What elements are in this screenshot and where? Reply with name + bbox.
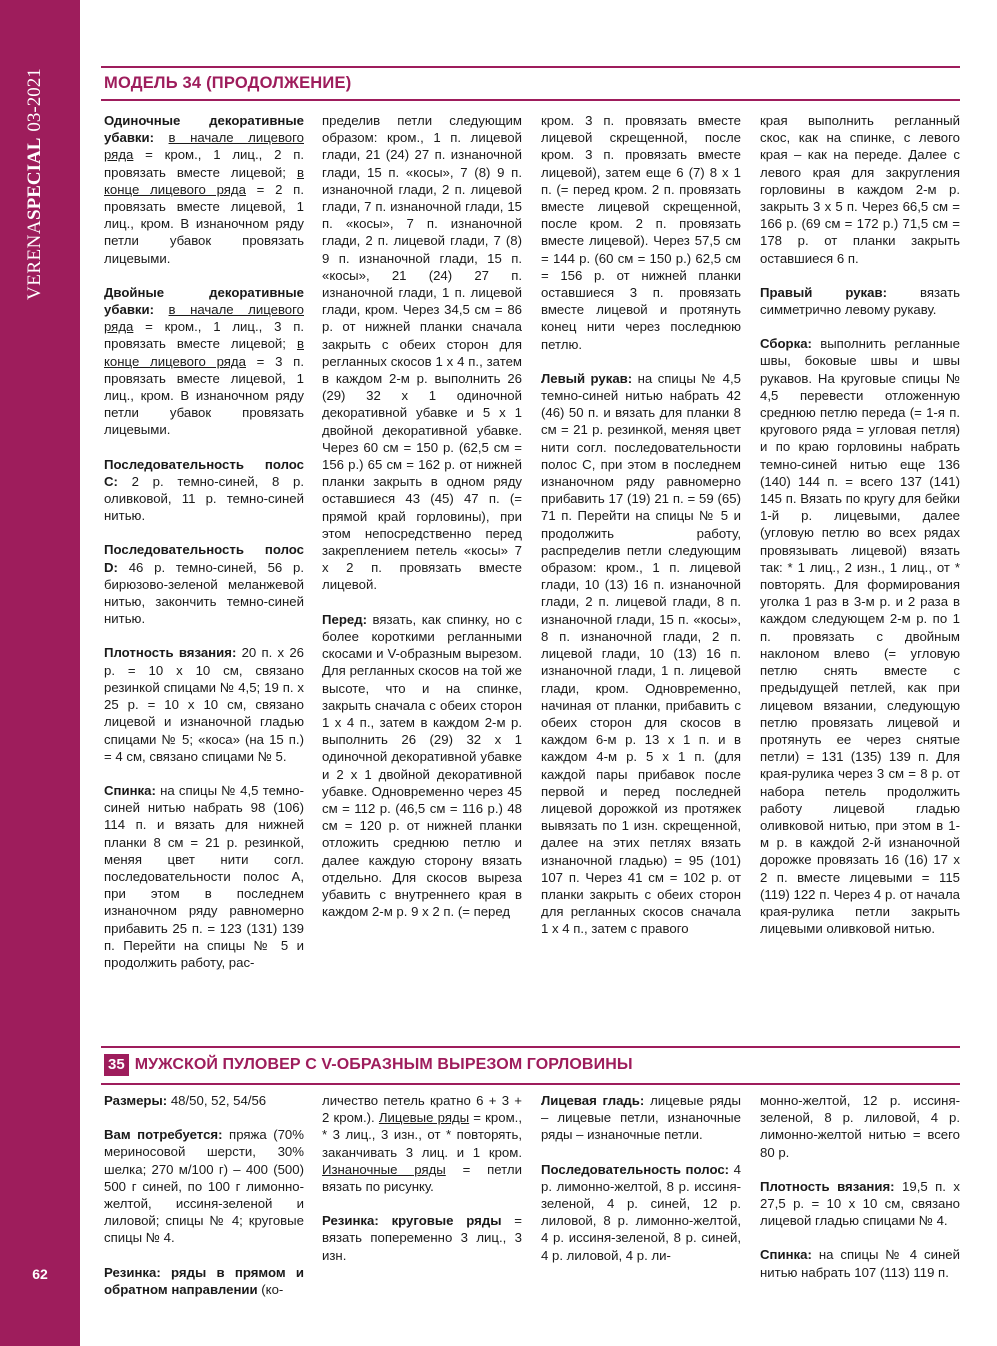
paragraph	[104, 1126, 304, 1246]
body-text: вязать, как спинку, но с более короткими регланными скосами и V-образным вырезом. Для регланных скосов на той же высоте, что и на спинке, закрыть сначала с обеих сторон 1 х 4 п., затем в каждом 2-м р. выполнить 26 (29) 32 х 1 одиночной декоративной убавке и 2 х 1 двойной декоративной убавке. Одновременно через 45 см = 112 р. (46,5 см = 116 р.) 48 см = 120 р. от нижней планки отложить среднюю петлю и далее каждую сторону вязать отдельно. Для скосов выреза убавить с внутреннего края в каждом 2-м р. 9 х 2 п. (= перед	[322, 611, 522, 920]
body-text: = кром., * 3 лиц., 3 изн., от * повторять, заканчивать 3 лиц. и 1 кром.	[322, 1110, 522, 1160]
bold-heading-text: Спинка:	[760, 1247, 812, 1263]
underlined-text: в конце лицевого ряда	[104, 164, 304, 197]
body-text: = кром., 1 лиц., 2 п. провязать вместе лицевой;	[104, 147, 304, 180]
text-column-6	[322, 1092, 522, 1264]
bold-heading-text: Левый рукав:	[541, 370, 633, 386]
page-number: 62	[32, 1266, 48, 1282]
bold-heading-text: Двойные декоративные убавки:	[104, 284, 304, 318]
paragraph	[104, 456, 304, 525]
paragraph	[104, 1092, 304, 1109]
body-text: = 2 п. провязать вместе лицевой, 1 лиц., кром. В изнаночном ряду петли убавок провязать лицевыми.	[104, 181, 304, 266]
section2-rule-top	[101, 1046, 960, 1048]
body-text: = вязать попеременно 3 лиц., 3 изн.	[322, 1213, 522, 1263]
section2-title: МУЖСКОЙ ПУЛОВЕР С V-ОБРАЗНЫМ ВЫРЕЗОМ ГОРЛОВИНЫ	[134, 1056, 633, 1073]
bold-heading-text: Сборка:	[760, 336, 812, 352]
body-text: пряжа (70% мериносовой шерсти, 30% шелка; 270 м/100 г) – 400 (500) 500 г синей, по 100 г лимонно-желтой, иссиня-зеленой и лиловой; спицы № 4; круговые спицы № 4.	[104, 1127, 304, 1246]
underlined-text: в начале лицевого ряда	[104, 302, 304, 335]
body-text: на спицы № 4 синей нитью набрать 107 (113) 119 п.	[760, 1247, 960, 1280]
paragraph	[541, 1161, 741, 1264]
body-text: кром. 3 п. провязать вместе лицевой скрещенной, после кром. 3 п. провязать вместе лицевой), затем еще 6 (7) 8 х 1 п. (= перед кром. 2 п. провязать вместе лицевой скрещенной, после кром. 2 п. провязать вместе лицевой). Через 57,5 см = 144 р. (60 см = 150 р.) 62,5 см = 156 р. от нижней планки оставшиеся 3 п. провязать вместе лицевой и протянуть конец нити через последнюю петлю.	[541, 113, 741, 352]
body-text: монно-желтой, 12 р. иссиня-зеленой, 8 р. лиловой, 4 р. лимонно-желтой нитью = всего 80 р.	[760, 1093, 960, 1160]
bold-heading-text: Последовательность полос С:	[104, 456, 304, 489]
paragraph	[541, 112, 741, 353]
body-text: вязать симметрично левому рукаву.	[760, 284, 960, 318]
body-text: 48/50, 52, 54/56	[167, 1093, 267, 1108]
paragraph	[104, 541, 304, 627]
text-column-8	[760, 1092, 960, 1281]
text-column-3	[541, 112, 741, 938]
text-column-5	[104, 1092, 304, 1298]
paragraph	[322, 1212, 522, 1264]
body-text	[154, 302, 169, 317]
underlined-text: в начале лицевого ряда	[104, 130, 304, 163]
bold-heading-text: Одиночные декоративные убавки:	[104, 113, 304, 146]
text-column-1	[104, 112, 304, 971]
body-text: на спицы № 4,5 темно-синей нитью набрать 42 (46) 50 п. и вязать для планки 8 см = 21 р. резинкой, меняя цвет нити согл. последовательности полос С, при этом в последнем изнаночном ряду равномерно прибавить 17 (19) 21 п. = 59 (65) 71 п. Перейти на спицы № 5 и продолжить работу, распределив петли следующим образом: кром., 1 п. лицевой глади, 10 (13) 16 п. изнаночной глади, 2 п. лицевой глади, 8 п. изнаночной глади, 15 п. «косы», 8 п. изнаночной глади, 2 п. лицевой глади, 10 (13) 16 п. изнаночной глади, 1 п. лицевой глади, кром. Одновременно, начиная от планки, прибавить с обеих сторон для скосов в каждом 6-м р. 13 х 1 п. и в каждом 4-м р. 5 х 1 п. (для каждой пары прибавок после первой и перед последней лицевой дорожкой из протяжек вывязать по 1 изн. скрещенной, далее на этих петлях вязать изнаночной гладью) = 95 (101) 107 п. Через 41 см = 102 р. от планки закрыть с обеих сторон для регланных скосов сначала 1 х 4 п., затем с правого	[541, 370, 741, 937]
text-column-7	[541, 1092, 741, 1264]
bold-heading-text: Лицевая гладь:	[541, 1093, 645, 1108]
page-sidebar	[0, 0, 80, 1346]
paragraph	[322, 611, 522, 921]
paragraph	[760, 112, 960, 267]
body-text: 46 р. темно-синей, 56 р. бирюзово-зеленой меланжевой нитью, закончить темно-синей нитью.	[104, 559, 304, 627]
body-text: выполнить регланные швы, боковые швы и швы рукавов. На круговые спицы № 4,5 перевести отложенную среднюю петлю переда (= 1-я п. кругового ряда = угловая петля) и по краю горловины набрать темно-синей нитью еще 136 (140) 144 п. = всего 137 (141) 145 п. Вязать по кругу для бейки 1-й р. лицевыми, далее (угловую петлю во всех рядах провязывать лицевой) вязать так: * 1 лиц., 2 изн., 1 лиц., от * повторять. Для формирования уголка 1 раз в 3-м р. и 2 раза в каждом следующем 2-м р. по 1 п. провязать с двойным наклоном влево (= угловую петлю снять вместе с предыдущей петлей, как при лицевом вязании, следующую петлю провязать лицевой и протянуть ее через снятые петли) = 131 (135) 139 п. Для края-рулика через 3 см = 8 р. от набора петель продолжить работу лицевой гладью оливковой нитью, при этом в 1-м р. в каждой 2-й изнаночной дорожке провязать 16 (16) 17 х 2 п. вместе лицевыми = 115 (119) 122 п. Через 4 р. от начала края-рулика петли закрыть лицевыми оливковой нитью.	[760, 336, 960, 937]
paragraph	[104, 284, 304, 439]
body-text: (ко-	[257, 1281, 284, 1297]
paragraph	[760, 1092, 960, 1161]
bold-heading-text: Последовательность полос:	[541, 1161, 730, 1177]
paragraph	[104, 1264, 304, 1298]
paragraph	[104, 644, 304, 764]
paragraph	[322, 112, 522, 594]
body-text: края выполнить регланный скос, как на спинке, с левого края – как на переде. Далее с левого края для закругления горловины в каждом 2-м р. закрыть 3 х 5 п. Через 66,5 см = 166 р. (69 см = 172 р.) 71,5 см = 178 р. от планки закрыть оставшиеся 6 п.	[760, 113, 960, 266]
paragraph	[104, 782, 304, 971]
magazine-brand	[24, 68, 46, 300]
body-text: 2 р. темно-синей, 8 р. оливковой, 11 р. темно-синей нитью.	[104, 473, 304, 524]
bold-heading-text: Перед:	[322, 611, 367, 627]
bold-heading-text: Резинка: круговые ряды	[322, 1213, 502, 1229]
section-title: МОДЕЛЬ 34 (ПРОДОЛЖЕНИЕ)	[104, 74, 352, 92]
body-text: = кром., 1 лиц., 3 п. провязать вместе лицевой;	[104, 319, 304, 352]
bold-heading-text: Плотность вязания:	[760, 1178, 895, 1194]
paragraph	[322, 1092, 522, 1195]
body-text: = петли вязать по рисунку.	[322, 1161, 522, 1195]
brand-special: SPECIAL	[24, 137, 45, 220]
model-number-badge: 35	[104, 1054, 129, 1076]
body-text: личество петель кратно 6 + 3 + 2 кром.).	[322, 1093, 522, 1126]
bold-heading-text: Резинка: ряды в прямом и обратном направлении	[104, 1264, 304, 1297]
body-text	[154, 130, 169, 145]
text-column-4	[760, 112, 960, 937]
section2-rule-bottom	[101, 1083, 960, 1085]
body-text: на спицы № 4,5 темно-синей нитью набрать 98 (106) 114 п. и вязать для нижней планки 8 см = 21 р. резинкой, меняя цвет нити согл. последовательности полос А, при этом в последнем изнаночном ряду равномерно прибавить 25 п. = 123 (131) 139 п. Перейти на спицы № 5 и продолжить работу, рас-	[104, 782, 304, 970]
body-text: пределив петли следующим образом: кром., 1 п. лицевой глади, 21 (24) 27 п. изнаночной глади, 15 п. «косы», 7 (8) 9 п. изнаночной глади, 2 п. лицевой глади, 7 п. изнаночной глади, 15 п. «косы», 7 п. изнаночной глади, 2 п. лицевой глади, 7 (8) 9 п. изнаночной глади, 15 п. «косы», 21 (24) 27 п. изнаночной глади, 1 п. лицевой глади, кром. Через 34,5 см = 86 р. от нижней планки сначала закрыть с обеих сторон для регланных скосов 1 х 4 п., затем в каждом 2-м р. выполнить 26 (29) 32 х 1 одиночной декоративной убавке и 5 х 1 двойной декоративной убавке. Через 60 см = 150 р. (62,5 см = 156 р.) 65 см = 162 р. от нижней планки закрыть в одном ряду оставшиеся 43 (45) 47 п. (= прямой край горловины), при этом непосредственно перед закреплением петель «косы» 7 х 2 п. провязать вместе лицевой.	[322, 113, 522, 593]
body-text: = 3 п. провязать вместе лицевой, 1 лиц., кром. В изнаночном ряду петли убавок провязать лицевыми.	[104, 353, 304, 438]
section2-heading	[104, 1054, 633, 1076]
brand-issue: 03-2021	[24, 68, 45, 132]
underlined-text: Лицевые ряды	[378, 1110, 470, 1126]
body-text: 19,5 п. х 27,5 р. = 10 х 10 см, связано лицевой гладью спицами № 4.	[760, 1178, 961, 1229]
body-text: 20 п. х 26 р. = 10 х 10 см, связано резинкой спицами № 4,5; 19 п. х 25 р. = 10 х 10 см, связано лицевой и изнаночной гладью спицами № 5; «коса» (на 15 п.) = 4 см, связано спицами № 5.	[104, 645, 304, 764]
paragraph	[760, 335, 960, 937]
paragraph	[760, 284, 960, 318]
body-text: лицевые ряды – лицевые петли, изнаночные ряды – изнаночные петли.	[541, 1093, 741, 1143]
bold-heading-text: Вам потребуется:	[104, 1127, 223, 1143]
bold-heading-text: Последовательность полос D:	[104, 542, 304, 575]
bold-heading-text: Правый рукав:	[760, 284, 887, 300]
paragraph	[760, 1246, 960, 1280]
brand-name: VERENA	[24, 219, 45, 300]
bold-heading-text: Плотность вязания:	[104, 645, 237, 661]
header-rule-bottom	[101, 99, 960, 101]
paragraph	[541, 370, 741, 938]
paragraph	[541, 1092, 741, 1144]
underlined-text: в конце лицевого ряда	[104, 336, 304, 369]
header-rule-top	[101, 66, 960, 68]
text-column-2	[322, 112, 522, 920]
bold-heading-text: Спинка:	[104, 782, 156, 798]
paragraph	[760, 1178, 960, 1230]
bold-heading-text: Размеры:	[104, 1093, 168, 1108]
underlined-text: Изнаночные ряды	[322, 1161, 446, 1177]
paragraph	[104, 112, 304, 267]
body-text: 4 р. лимонно-желтой, 8 р. иссиня-зеленой, 4 р. синей, 12 р. лиловой, 8 р. лимонно-желтой, 4 р. иссиня-зеленой, 8 р. синей, 4 р. лиловой, 4 р. ли-	[541, 1161, 741, 1263]
